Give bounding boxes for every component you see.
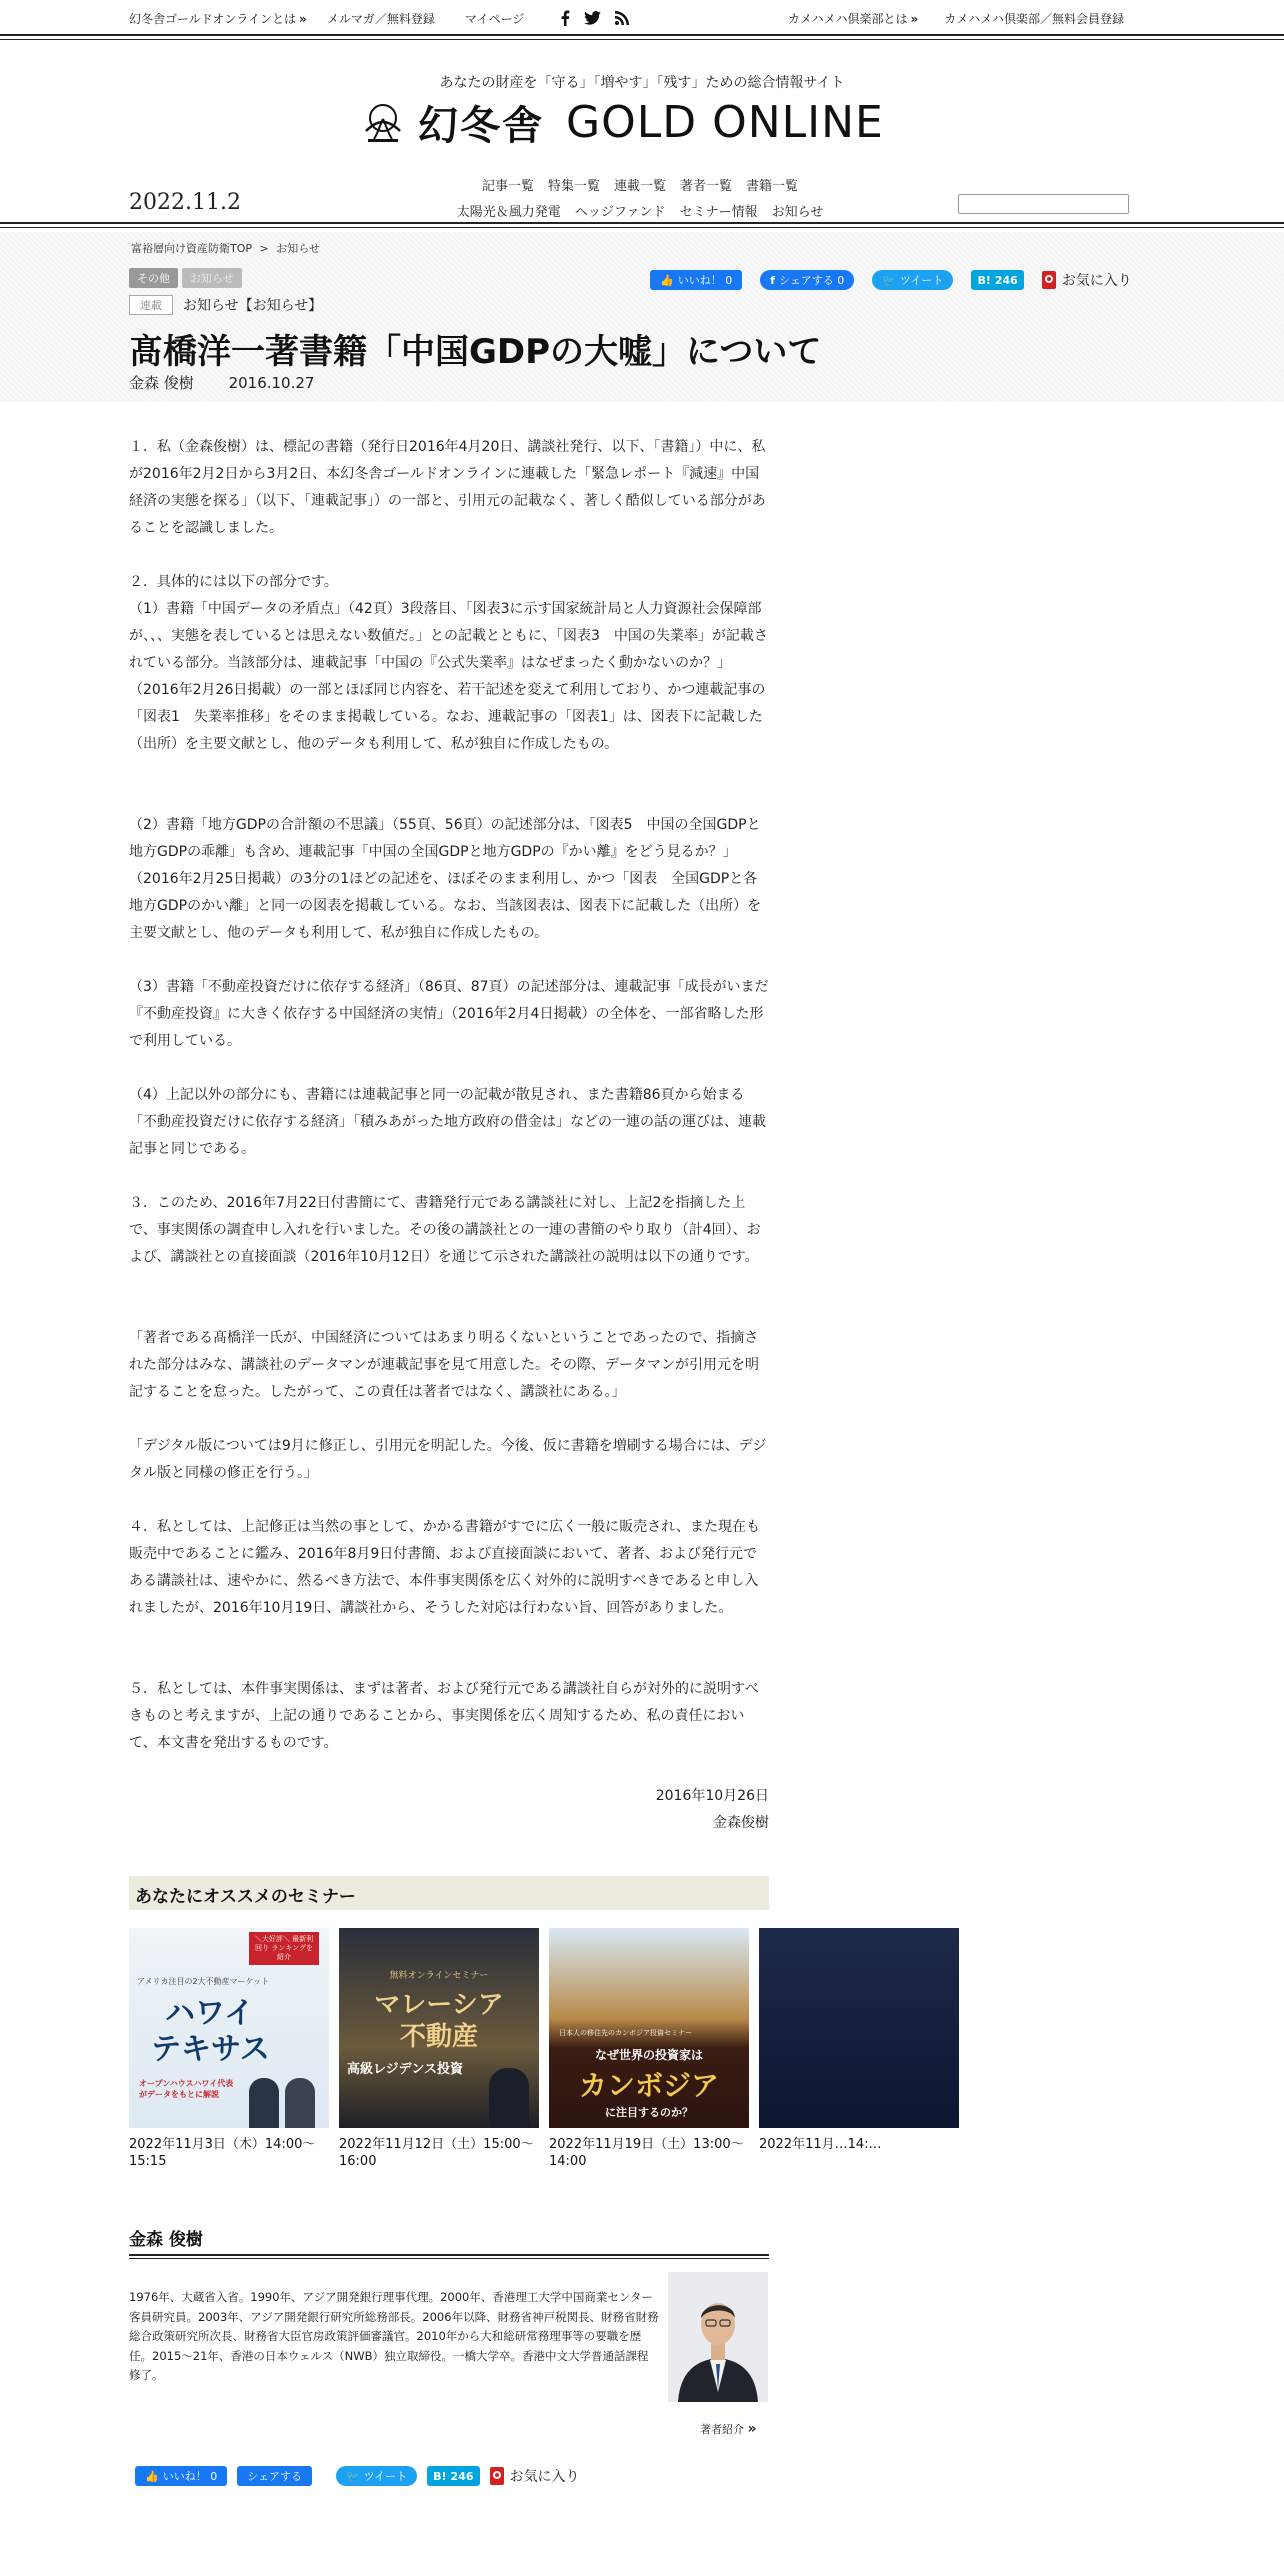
seminar-heading: あなたにオススメのセミナー bbox=[129, 1876, 769, 1910]
author-bio: 1976年、大蔵省入省。1990年、アジア開発銀行理事代理。2000年、香港理工大学中国商業センター客員研究員。2003年、アジア開発銀行研究所総務部長。2006年以降、財務省神戸税関長、財務省財務総合政策研究所次長、財務省大臣官房政策評価審議官。2010年から大和総研常務理事等の要職を歴任。2015～21年、香港の日本ウェルス（NWB）独立取締役。一橋大学卒。香港中文大学普通話課程修了。 bbox=[129, 2290, 659, 2382]
chevron-right-icon: » bbox=[747, 2421, 757, 2437]
seminar-banner-main2: テキサス bbox=[151, 2032, 270, 2067]
seminar-card[interactable] bbox=[759, 1928, 959, 2128]
favorite-icon bbox=[1042, 271, 1056, 289]
author-name: 金森 俊樹 bbox=[129, 2230, 203, 2250]
nav-seminars[interactable]: セミナー情報 bbox=[679, 205, 758, 220]
paragraph-2: ２．具体的には以下の部分です。 （1）書籍「中国データの矛盾点」（42頁）3段落目、「図表3に示す国家統計局と人力資源社会保障部が、、、実態を表しているとは思えない数値だ。」との記載とともに、「図表3 中国の失業率」が記載されている部分。当該部分は、連載記事「中国の『公式失業率』はなぜまったく動かないのか？」（2016年2月26日掲載）の一部とほぼ同じ内容を、若干記述を変えて利用しており、かつ連載記事の「図表1 失業率推移」をそのまま掲載している。なお、連載記事の「図表1」は、図表下に記載した（出所）を主要文献とし、他のデータも利用して、私が独自に作成したもの。 bbox=[129, 574, 768, 752]
thumbs-up-icon: 👍 bbox=[145, 2469, 159, 2483]
chevron-right-icon: » bbox=[910, 11, 919, 26]
paragraph-1: １．私（金森俊樹）は、標記の書籍（発行日2016年4月20日、講談社発行、以下、「書籍」）中に、私が2016年2月2日から3月2日、本幻冬舎ゴールドオンラインに連載した「緊急レポート『減速』中国経済の実態を探る」（以下、「連載記事」）の一部と、引用元の記載なく、著しく酷似している部分があることを認識しました。 bbox=[129, 439, 766, 536]
hatena-count: 246 bbox=[994, 273, 1018, 287]
masthead-rule bbox=[0, 222, 1284, 228]
seminar-banner-main2: 不動産 bbox=[399, 2022, 478, 2052]
logo-kanji: 幻冬舎 bbox=[418, 101, 544, 149]
seminar-card[interactable] bbox=[339, 1928, 539, 2128]
thumbs-up-icon: 👍 bbox=[660, 273, 674, 287]
seminar-banner-sub: 日本人の移住先のカンボジア投資セミナー bbox=[559, 2029, 692, 2037]
nav-solar-wind[interactable]: 太陽光＆風力発電 bbox=[456, 205, 561, 220]
tweet-button-label: ツイート bbox=[899, 274, 944, 287]
site-logo[interactable] bbox=[360, 94, 926, 150]
seminar-banner-badge: 無料オンラインセミナー bbox=[389, 1971, 489, 1981]
nav-hedge-fund[interactable]: ヘッジファンド bbox=[574, 205, 666, 220]
site-tagline: あなたの財産を「守る」「増やす」「残す」ための総合情報サイト bbox=[439, 75, 845, 91]
speaker-photo bbox=[285, 2078, 315, 2128]
nav-news[interactable]: お知らせ bbox=[771, 205, 824, 220]
seminar-card[interactable] bbox=[129, 1928, 329, 2128]
byline bbox=[129, 372, 314, 393]
signature-name: 金森俊樹 bbox=[713, 1815, 769, 1831]
seminar-banner-hawaii-texas[interactable] bbox=[129, 1928, 329, 2128]
speaker-photo bbox=[489, 2068, 529, 2128]
main-nav bbox=[420, 174, 860, 226]
paragraph-9: ４．私としては、上記修正は当然の事として、かかる書籍がすでに広く一般に販売され、また現在も販売中であることに鑑み、2016年8月9日付書簡、および直接面談において、著者、および発行元である講談社は、速やかに、然るべき方法で、本件事実関係を広く対外的に説明すべきであると申し入れましたが、2016年10月19日、講談社から、そうした対応は行わない旨、回答がありました。 bbox=[129, 1519, 760, 1616]
like-button-label: いいね！ 0 bbox=[162, 2470, 218, 2483]
twitter-icon[interactable] bbox=[584, 11, 601, 25]
paragraph-7: 「著者である髙橋洋一氏が、中国経済についてはあまり明るくないということであったので、指摘された部分はみな、講談社のデータマンが連載記事を見て用意した。その際、データマンが引用元を明記することを怠った。したがって、この責任は著者ではなく、講談社にある。」 bbox=[129, 1330, 759, 1400]
breadcrumb-current: お知らせ bbox=[276, 242, 320, 255]
seminar-banner-partial[interactable] bbox=[759, 1928, 959, 2128]
paragraph-4: （3）書籍「不動産投資だけに依存する経済」（86頁、87頁）の記述部分は、連載記事「成長がいまだ『不動産投資』に大きく依存する中国経済の実情」（2016年2月4日掲載）の全体を、一部省略した形で利用している。 bbox=[129, 979, 769, 1049]
seminar-banner-malaysia[interactable] bbox=[339, 1928, 539, 2128]
twitter-icon: 🐦 bbox=[345, 2469, 360, 2483]
breadcrumb bbox=[131, 240, 320, 256]
facebook-icon[interactable] bbox=[560, 10, 570, 26]
series-tag: 連載 bbox=[129, 295, 173, 315]
facebook-share-button[interactable] bbox=[237, 2466, 312, 2486]
club-about-link[interactable] bbox=[788, 10, 919, 27]
speaker-photo bbox=[249, 2078, 279, 2128]
publish-date: 2016.10.27 bbox=[228, 374, 315, 392]
social-links bbox=[560, 10, 629, 26]
logo-mark-icon bbox=[360, 99, 406, 145]
seminar-date[interactable]: 2022年11月3日（木）14:00～15:15 bbox=[129, 2137, 316, 2169]
favorite-label: お気に入り bbox=[1061, 273, 1132, 289]
favorite-button[interactable] bbox=[1042, 270, 1132, 290]
seminar-date[interactable]: 2022年11月12日（土）15:00～16:00 bbox=[339, 2137, 534, 2169]
author-profile-link[interactable] bbox=[700, 2421, 757, 2437]
author-portrait bbox=[668, 2272, 768, 2402]
category-tag-news[interactable]: お知らせ bbox=[182, 268, 242, 288]
author-photo bbox=[668, 2272, 768, 2402]
facebook-share-label: シェアする 0 bbox=[779, 274, 845, 287]
favorite-icon bbox=[490, 2467, 504, 2485]
mypage-link[interactable]: マイページ bbox=[464, 11, 525, 26]
top-bar bbox=[0, 0, 1284, 36]
facebook-share-label: シェアする bbox=[247, 2470, 302, 2483]
series-name[interactable]: お知らせ【お知らせ】 bbox=[183, 298, 323, 314]
author-rule bbox=[129, 2254, 769, 2259]
breadcrumb-separator: > bbox=[259, 242, 269, 255]
category-tags bbox=[129, 268, 242, 288]
tweet-button-label: ツイート bbox=[363, 2470, 408, 2483]
hatena-bookmark-button[interactable] bbox=[971, 270, 1023, 290]
nav-series[interactable]: 連載一覧 bbox=[613, 179, 666, 194]
newsletter-link[interactable]: メルマガ／無料登録 bbox=[326, 11, 435, 26]
seminar-banner-foot: オープンハウスハワイ代表がデータをもとに解説 bbox=[139, 2079, 234, 2099]
article-title: 髙橋洋一著書籍「中国GDPの大嘘」について bbox=[129, 332, 822, 372]
about-link[interactable] bbox=[129, 10, 307, 27]
like-button-label: いいね！ 0 bbox=[677, 274, 733, 287]
author-profile-label: 著者紹介 bbox=[700, 2423, 744, 2436]
signature-date: 2016年10月26日 bbox=[655, 1788, 769, 1804]
paragraph-6: ３．このため、2016年7月22日付書簡にて、書籍発行元である講談社に対し、上記2を指摘した上で、事実関係の調査申し入れを行いました。その後の講談社との一連の書簡のやり取り（計4回）、および、講談社との直接面談（2016年10月12日）を通じて示された講談社の説明は以下の通りです。 bbox=[129, 1195, 761, 1265]
seminar-carousel bbox=[129, 1928, 769, 2128]
hatena-bookmark-button[interactable] bbox=[427, 2466, 479, 2486]
paragraph-10: ５．私としては、本件事実関係は、まずは著者、および発行元である講談社自らが対外的に説明すべきものと考えますが、上記の通りであることから、事実関係を広く周知するため、私の責任において、本文書を発出するものです。 bbox=[129, 1681, 759, 1751]
facebook-icon: f bbox=[770, 273, 775, 287]
seminar-banner-sub: アメリカ注目の2大不動産マーケット bbox=[137, 1977, 270, 1986]
logo-text: GOLD ONLINE bbox=[566, 96, 884, 148]
paragraph-5: （4）上記以外の部分にも、書籍には連載記事と同一の記載が散見され、また書籍86頁から始まる「不動産投資だけに依存する経済」「積みあがった地方政府の借金は」などの一連の話の運びは、連載記事と同じである。 bbox=[129, 1087, 766, 1157]
header-rule bbox=[0, 34, 1284, 40]
nav-features[interactable]: 特集一覧 bbox=[547, 179, 600, 194]
like-button[interactable] bbox=[135, 2466, 227, 2486]
seminar-banner-foot: 高級レジデンス投資 bbox=[347, 2062, 464, 2077]
hatena-count: 246 bbox=[450, 2469, 474, 2483]
seminar-banner-main2: カンボジア bbox=[578, 2069, 719, 2102]
breadcrumb-home[interactable]: 富裕層向け資産防衛TOP bbox=[131, 242, 253, 255]
hatena-icon: B! bbox=[977, 273, 991, 287]
seminar-banner-badge: ＼大好評＼ 最新利回り ランキングを紹介 bbox=[249, 1932, 319, 1965]
author-link[interactable]: 金森 俊樹 bbox=[129, 374, 194, 392]
tweet-button[interactable] bbox=[336, 2466, 417, 2486]
nav-authors[interactable]: 著者一覧 bbox=[680, 179, 733, 194]
seminar-banner-main1: マレーシア bbox=[374, 1990, 504, 2020]
like-button[interactable] bbox=[650, 270, 742, 290]
nav-books[interactable]: 書籍一覧 bbox=[746, 179, 799, 194]
chevron-right-icon: » bbox=[299, 11, 307, 26]
seminar-dates bbox=[129, 2136, 882, 2172]
seminar-banner-foot: に注目するのか？ bbox=[605, 2106, 693, 2119]
share-bar-top bbox=[650, 270, 1132, 290]
favorite-button[interactable] bbox=[490, 2466, 580, 2486]
tweet-button[interactable] bbox=[872, 270, 953, 290]
rss-icon[interactable] bbox=[615, 11, 629, 25]
hatena-icon: B! bbox=[433, 2469, 447, 2483]
current-date: 2022.11.2 bbox=[129, 190, 241, 215]
facebook-share-button[interactable] bbox=[760, 270, 854, 290]
series-row bbox=[129, 295, 322, 315]
club-about-label: カメハメハ倶楽部とは bbox=[787, 11, 908, 26]
twitter-icon: 🐦 bbox=[882, 273, 896, 287]
seminar-banner-main1: ハワイ bbox=[165, 1996, 255, 2031]
paragraph-3: （2）書籍「地方GDPの合計額の不思議」（55頁、56頁）の記述部分は、「図表5 中国の全国GDPと地方GDPの乖離」も含め、連載記事「中国の全国GDPと地方GDPの『かい離』をどう見るか？」（2016年2月25日掲載）の3分の1ほどの記述を、ほぼそのまま利用し、かつ「図表 全国GDPと各地方GDPのかい離」と同一の図表を掲載している。なお、当該図表は、図表下に記載した（出所）を主要文献とし、他のデータも利用して、私が独自に作成したもの。 bbox=[129, 817, 762, 941]
favorite-label: お気に入り bbox=[509, 2469, 580, 2485]
search-input[interactable] bbox=[958, 194, 1129, 214]
seminar-banner-main1: なぜ世界の投資家は bbox=[594, 2048, 703, 2062]
nav-articles[interactable]: 記事一覧 bbox=[481, 179, 534, 194]
share-bar-bottom bbox=[135, 2466, 580, 2486]
club-register-link[interactable]: カメハメハ倶楽部／無料会員登録 bbox=[944, 11, 1124, 26]
paragraph-8: 「デジタル版については9月に修正し、引用元を明記した。今後、仮に書籍を増刷する場合には、デジタル版と同様の修正を行う。」 bbox=[129, 1438, 767, 1481]
seminar-card[interactable] bbox=[549, 1928, 749, 2128]
seminar-banner-cambodia[interactable] bbox=[549, 1928, 749, 2128]
seminar-date[interactable]: 2022年11月…14:… bbox=[759, 2137, 882, 2152]
about-link-label: 幻冬舎ゴールドオンラインとは bbox=[129, 11, 297, 26]
category-tag-other[interactable]: その他 bbox=[129, 268, 178, 288]
seminar-date[interactable]: 2022年11月19日（土）13:00～14:00 bbox=[549, 2137, 744, 2169]
